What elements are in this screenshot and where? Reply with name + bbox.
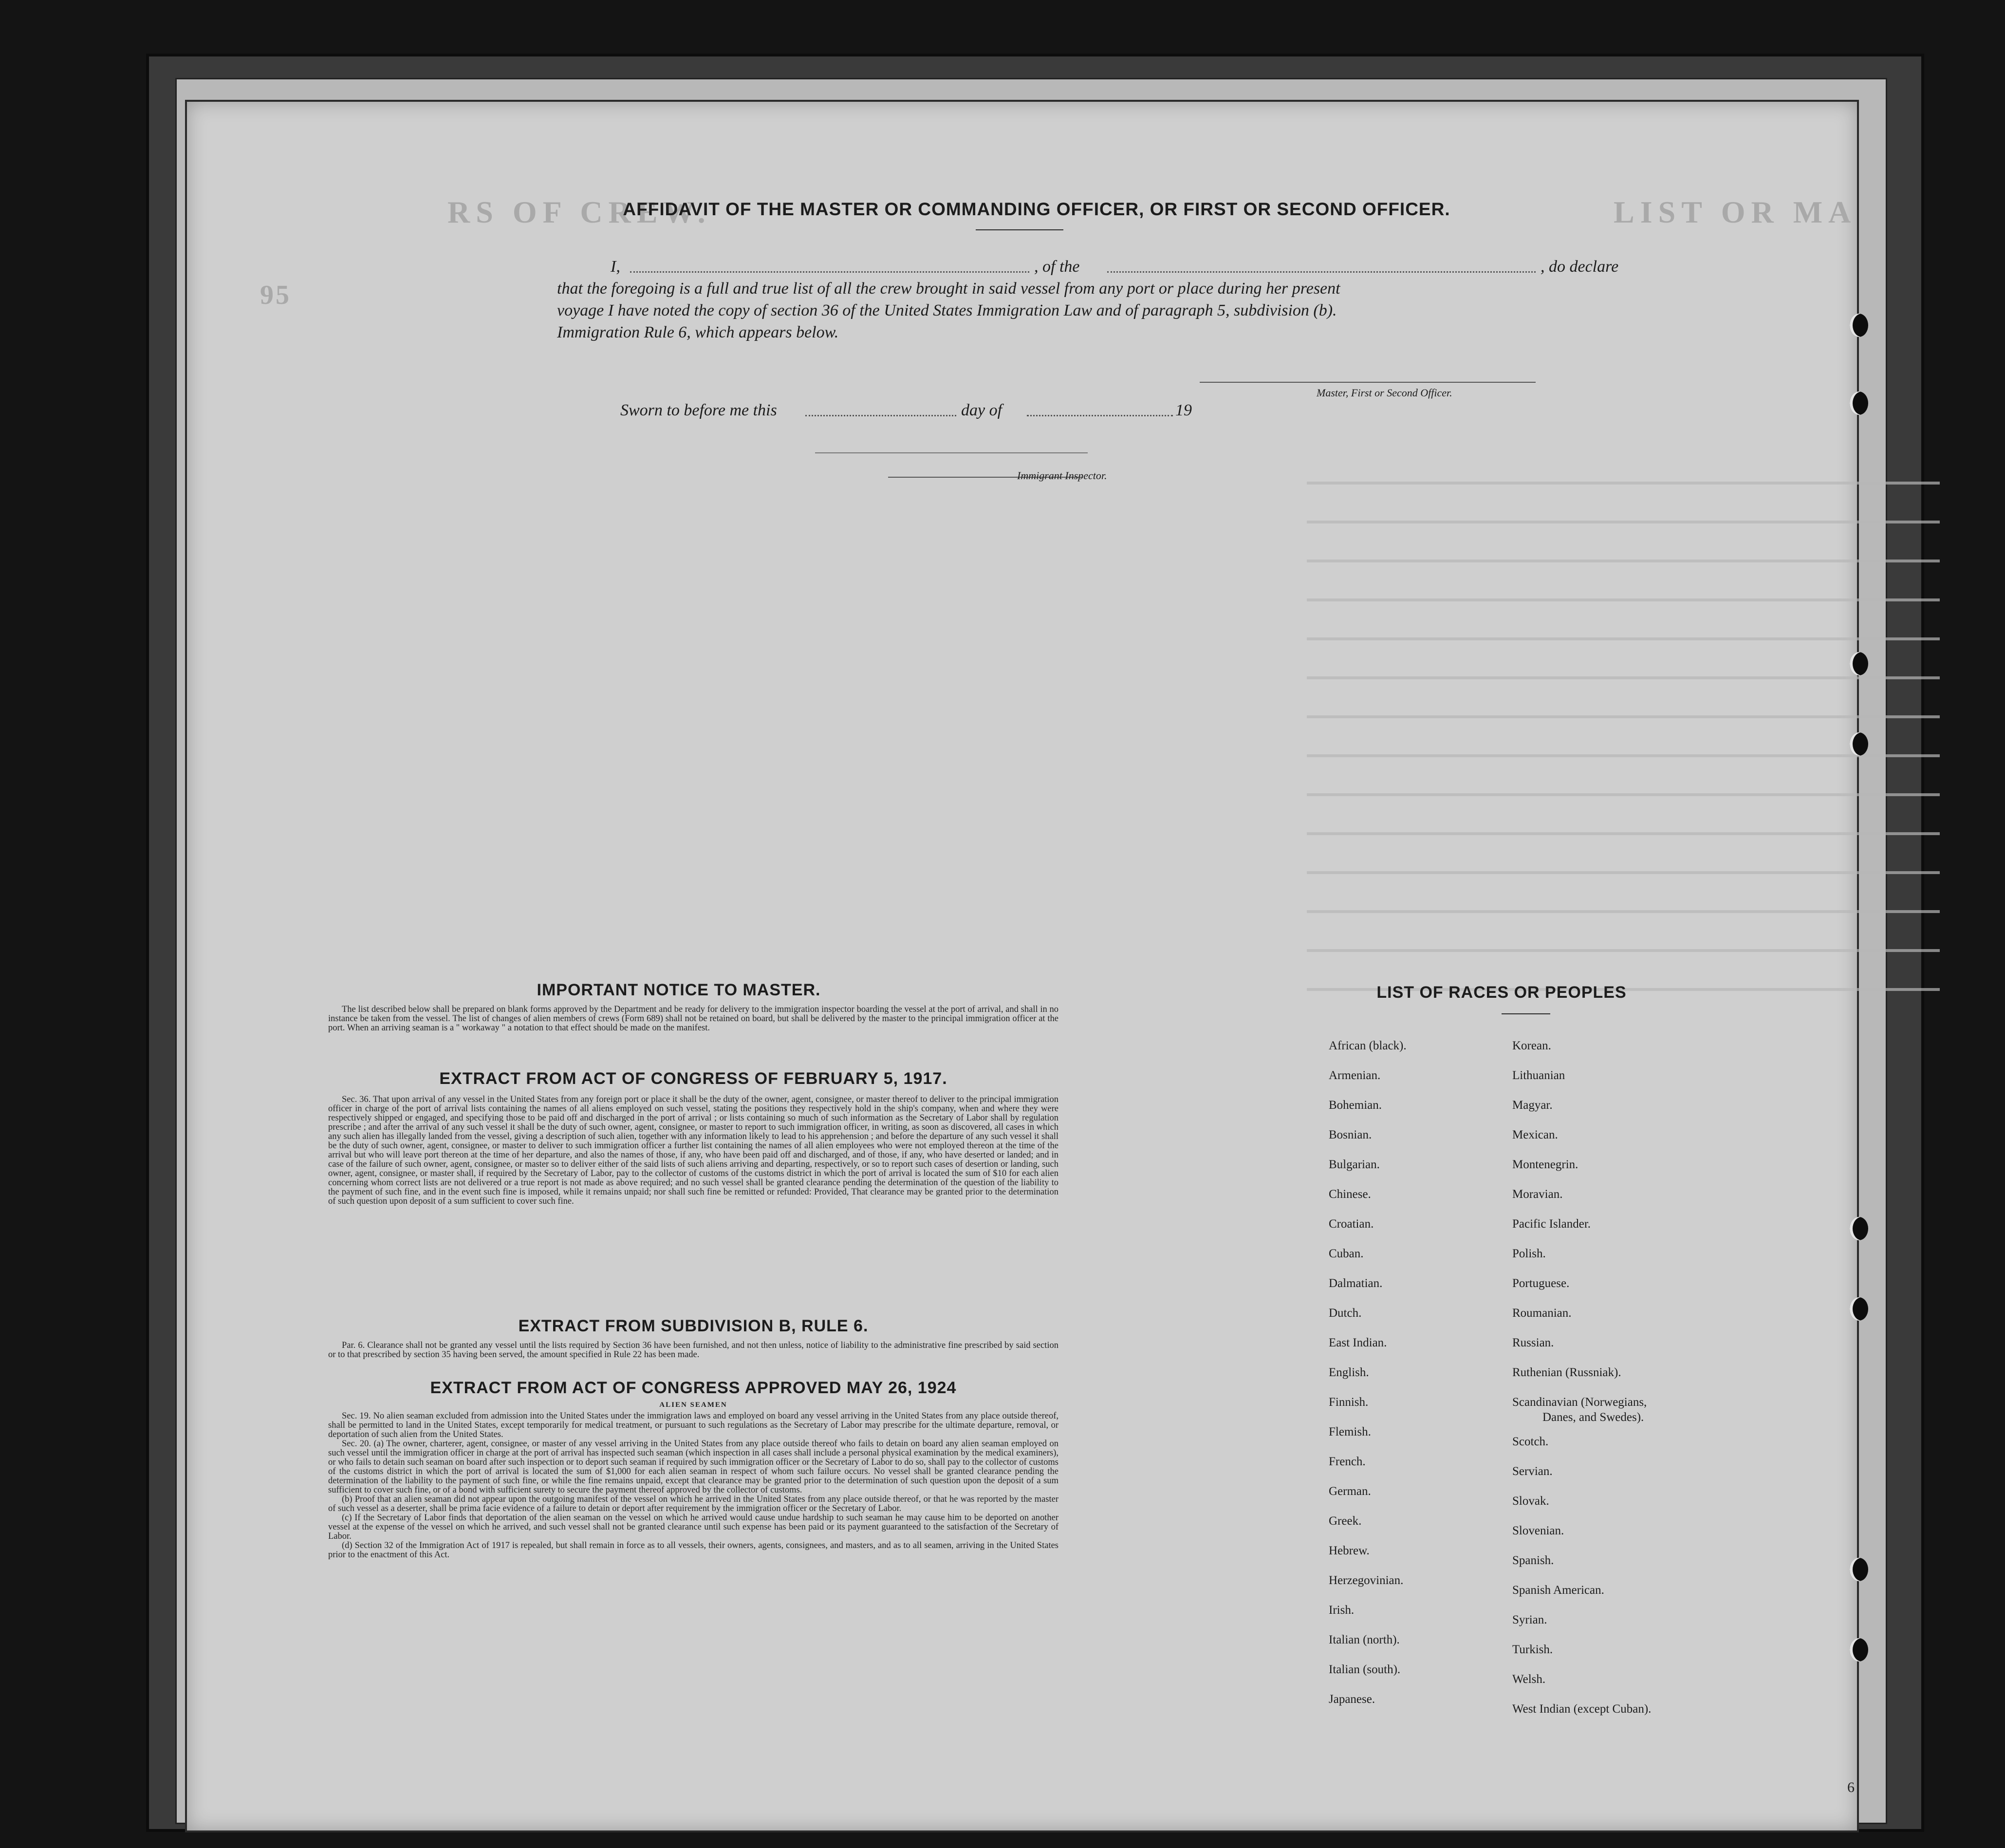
affidavit-line1-of: , of the (1034, 258, 1080, 276)
extract-1924-paragraph: Sec. 20. (a) The owner, charterer, agent, consignee, or master of any vessel arriving in the United States from any place outside thereof who fails to detain on board any alien seaman employed on such vessel until the immigration officer in charge at the port of arrival has inspected such seaman (which inspection in all cases shall include a personal physical examination by the medical examiners), or who fails to detain such seaman on board after such inspection or to deport such seaman if required by such immigration officer or the Secretary of Labor to do so, shall pay to the collector of customs of the customs district in which the port of arrival is located the sum of $1,000 for each alien seaman in respect of whom such failure occurs. No vessel shall be granted clearance pending the determination of the liability to the payment of such fine, or while the fine remains unpaid, except that clearance may be granted prior to the determination of such question upon the deposit of a sum sufficient to cover such fine, or of a bond with sufficient surety to secure the payment thereof approved by the collector of customs. (328, 1439, 1058, 1495)
race-item: Roumanian. (1512, 1307, 1572, 1320)
notice-body (328, 1005, 1058, 1033)
race-item: Ruthenian (Russniak). (1512, 1366, 1621, 1379)
race-item: Irish. (1329, 1604, 1355, 1617)
manifest-page (185, 100, 1859, 1832)
rule6-paragraph: Par. 6. Clearance shall not be granted any vessel until the lists required by Section 36 have been furnished, and not then unless, notice of liability to the administrative fine prescribed by said section or to that prescribed by section 35 having been served, the amount specified in Rule 22 has been made. (328, 1341, 1058, 1360)
race-item: Hebrew. (1329, 1544, 1370, 1557)
affidavit-line1-i: I, (611, 258, 620, 276)
race-item: Armenian. (1329, 1069, 1381, 1082)
race-item: Dalmatian. (1329, 1277, 1383, 1290)
binder-hole (1850, 314, 1868, 337)
notice-paragraph: The list described below shall be prepared on blank forms approved by the Department and be ready for delivery to the immigration inspector boarding the vessel at the port of arrival, and shall in no instance be taken from the vessel. The list of changes of alien members of crews (Form 689) shall not be retained on board, but shall be delivered by the master to the principal immigration officer at the port. When an arriving seaman is a " workaway " a notation to that effect should be made on the manifest. (328, 1005, 1058, 1033)
officer-signature-caption: Master, First or Second Officer. (1317, 387, 1452, 399)
rule6-title: EXTRACT FROM SUBDIVISION B, RULE 6. (518, 1317, 869, 1335)
affidavit-title: AFFIDAVIT OF THE MASTER OR COMMANDING OFFICER, OR FIRST OR SECOND OFFICER. (623, 199, 1450, 219)
race-item: Dutch. (1329, 1307, 1362, 1320)
race-item: Slovenian. (1512, 1524, 1564, 1537)
extract-1924-title: EXTRACT FROM ACT OF CONGRESS APPROVED MAY 26, 1924 (430, 1379, 957, 1397)
ghost-row (1307, 754, 1940, 757)
officer-signature-line (1200, 382, 1536, 383)
race-item: Servian. (1512, 1465, 1553, 1478)
ghost-row (1307, 871, 1940, 874)
ghost-row (1307, 793, 1940, 796)
affidavit-line4: Immigration Rule 6, which appears below. (557, 323, 839, 341)
sworn-day-of: day of (961, 401, 1002, 419)
race-item: Cuban. (1329, 1247, 1364, 1260)
race-item: East Indian. (1329, 1336, 1387, 1349)
races-title: LIST OF RACES OR PEOPLES (1376, 983, 1627, 1002)
race-item: Spanish. (1512, 1554, 1554, 1567)
affidavit-line1-declare: , do declare (1541, 258, 1619, 276)
sworn-text: Sworn to before me this (620, 401, 777, 419)
race-item: Greek. (1329, 1514, 1362, 1528)
extract-1924-paragraph: (b) Proof that an alien seaman did not appear upon the outgoing manifest of the vessel on which he arrived in the United States from any place outside thereof, or that he was reported by the master of such vessel as a deserter, shall be prima facie evidence of a failure to detain or deport after requirement by the immigration officer or the Secretary of Labor. (328, 1494, 1058, 1513)
race-item: Mexican. (1512, 1128, 1558, 1141)
race-item: Italian (north). (1329, 1633, 1400, 1646)
race-item: Bosnian. (1329, 1128, 1372, 1141)
race-item: Lithuanian (1512, 1069, 1565, 1082)
sworn-day-blank (805, 415, 956, 416)
extract-1924-paragraph: (c) If the Secretary of Labor finds that deportation of the alien seaman on the vessel on which he arrived would cause undue hardship to such seaman he may cause him to be deported on another vessel at the expense of the vessel on which he arrived, and such vessel shall not be granted clearance until such expense has been paid or its payment guaranteed to the satisfaction of the Secretary of Labor. (328, 1513, 1058, 1541)
race-item: German. (1329, 1485, 1371, 1498)
sworn-month-blank (1027, 415, 1173, 416)
race-item: Spanish American. (1512, 1584, 1604, 1597)
extract-1924-subtitle: ALIEN SEAMEN (659, 1401, 727, 1409)
ghost-row (1307, 949, 1940, 952)
corner-handwritten-mark: 6 (1847, 1779, 1855, 1795)
ghost-row (1307, 910, 1940, 913)
extract-1917-body (328, 1095, 1058, 1206)
extract-1917-title: EXTRACT FROM ACT OF CONGRESS OF FEBRUARY 5, 1917. (439, 1069, 947, 1088)
race-item: Croatian. (1329, 1217, 1374, 1231)
race-item: Magyar. (1512, 1099, 1553, 1112)
name-blank (630, 271, 1029, 273)
race-item: Welsh. (1512, 1673, 1546, 1686)
race-item: Syrian. (1512, 1613, 1547, 1626)
ghost-row (1307, 715, 1940, 718)
vessel-blank (1107, 271, 1536, 273)
ghost-row (1307, 560, 1940, 562)
extract-1924-paragraph: Sec. 19. No alien seaman excluded from admission into the United States under the immigration laws and employed on board any vessel arriving in the United States from any place outside thereof, shall be permitted to land in the United States, except temporarily for medical treatment, or pursuant to such regulations as the Secretary of Labor may prescribe for the ultimate departure, removal, or deportation of such alien from the United States. (328, 1411, 1058, 1439)
binder-hole (1850, 1558, 1868, 1581)
races-title-underline (1502, 1013, 1550, 1014)
extract-1917-paragraph: Sec. 36. That upon arrival of any vessel in the United States from any foreign port or place it shall be the duty of the owner, agent, consignee, or master thereof to deliver to the principal immigration officer in charge of the port of arrival lists containing the names of all aliens employed on such vessel, stating the positions they respectively hold in the ship's company, when and where they were respectively shipped or engaged, and specifying those to be paid off and discharged in the port of arrival ; or lists containing so much of such information as the Secretary of Labor shall by regulation prescribe ; and after the arrival of any such vessel it shall be the duty of such owner, agent, consignee, or master to report to such immigration officer, in writing, as soon as discovered, all cases in which any such alien has illegally landed from the vessel, giving a description of such alien, together with any information likely to lead to his apprehension ; and before the departure of any such vessel it shall be the duty of such owner, agent, consignee, or master to deliver to such immigration officer a further list containing the names of all alien employees who were not employed thereon at the time of the arrival but who will leave port thereon at the time of her departure, and also the names of those, if any, who have been paid off and discharged, and of those, if any, who have deserted or landed; and in case of the failure of such owner, agent, consignee, or master so to deliver either of the said lists of such aliens arriving and departing, respectively, or so to report such cases of desertion or landing, such owner, agent, consignee, or master shall, if required by the Secretary of Labor, pay to the collector of customs of the customs district in which the port of arrival is located the sum of $10 for each alien concerning whom correct lists are not delivered or a true report is not made as above required; and no such vessel shall be granted clearance pending the determination of the question of the liability to the payment of such fine, and in the event such fine is imposed, while it remains unpaid; nor shall such fine be remitted or refunded: Provided, That clearance may be granted prior to the determination of such question upon deposit of a sum sufficient to cover such fine. (328, 1095, 1058, 1206)
race-item: Herzegovinian. (1329, 1574, 1404, 1587)
race-item: English. (1329, 1366, 1369, 1379)
binder-hole (1850, 652, 1868, 675)
ghost-header-right: LIST OR MA (1614, 195, 1857, 229)
rule6-body (328, 1341, 1058, 1360)
race-item: Portuguese. (1512, 1277, 1570, 1290)
sworn-year: 19 (1175, 401, 1192, 419)
ghost-row (1307, 832, 1940, 835)
ghost-row (1307, 521, 1940, 523)
binder-hole (1850, 1217, 1868, 1240)
ghost-row (1307, 482, 1940, 485)
race-item: Scotch. (1512, 1435, 1549, 1448)
ghost-row (1307, 598, 1940, 601)
race-item: Japanese. (1329, 1693, 1375, 1706)
race-item: West Indian (except Cuban). (1512, 1702, 1652, 1716)
race-item: Flemish. (1329, 1425, 1371, 1438)
race-item: Moravian. (1512, 1188, 1563, 1201)
ghost-header-left: RS OF CREW. (447, 195, 711, 229)
binder-hole (1850, 732, 1868, 756)
inspector-caption: Immigrant Inspector. (1017, 469, 1107, 482)
notice-title: IMPORTANT NOTICE TO MASTER. (537, 981, 821, 999)
race-item: Turkish. (1512, 1643, 1553, 1656)
inspector-line-upper (815, 452, 1088, 453)
race-item: French. (1329, 1455, 1366, 1468)
race-item: Russian. (1512, 1336, 1554, 1349)
race-item: Pacific Islander. (1512, 1217, 1591, 1231)
race-item: Chinese. (1329, 1188, 1371, 1201)
race-item: Slovak. (1512, 1494, 1549, 1508)
binder-hole (1850, 1638, 1868, 1661)
binder-hole (1850, 1297, 1868, 1321)
binder-hole (1850, 392, 1868, 415)
race-item: Montenegrin. (1512, 1158, 1578, 1171)
ghost-row (1307, 676, 1940, 679)
ghost-row (1307, 637, 1940, 640)
ghost-page-number: 95 (260, 280, 291, 310)
extract-1924-body (328, 1412, 1058, 1560)
title-underline (976, 229, 1063, 230)
race-item: Finnish. (1329, 1396, 1369, 1409)
race-item: Scandinavian (Norwegians, (1512, 1396, 1647, 1409)
race-item: Polish. (1512, 1247, 1546, 1260)
race-item: Korean. (1512, 1039, 1551, 1052)
race-item: African (black). (1329, 1039, 1407, 1052)
race-item: Italian (south). (1329, 1663, 1401, 1676)
race-item: Danes, and Swedes). (1542, 1411, 1644, 1424)
race-item: Bohemian. (1329, 1099, 1382, 1112)
affidavit-line2: that the foregoing is a full and true list of all the crew brought in said vessel from any port or place during her present (557, 280, 1340, 298)
affidavit-line3: voyage I have noted the copy of section 36 of the United States Immigration Law and of paragraph 5, subdivision (b). (557, 301, 1337, 319)
extract-1924-paragraph: (d) Section 32 of the Immigration Act of 1917 is repealed, but shall remain in force as to all vessels, their owners, agents, consignees, and masters, and as to all seamen, arriving in the United States prior to the enactment of this Act. (328, 1541, 1058, 1560)
race-item: Bulgarian. (1329, 1158, 1380, 1171)
